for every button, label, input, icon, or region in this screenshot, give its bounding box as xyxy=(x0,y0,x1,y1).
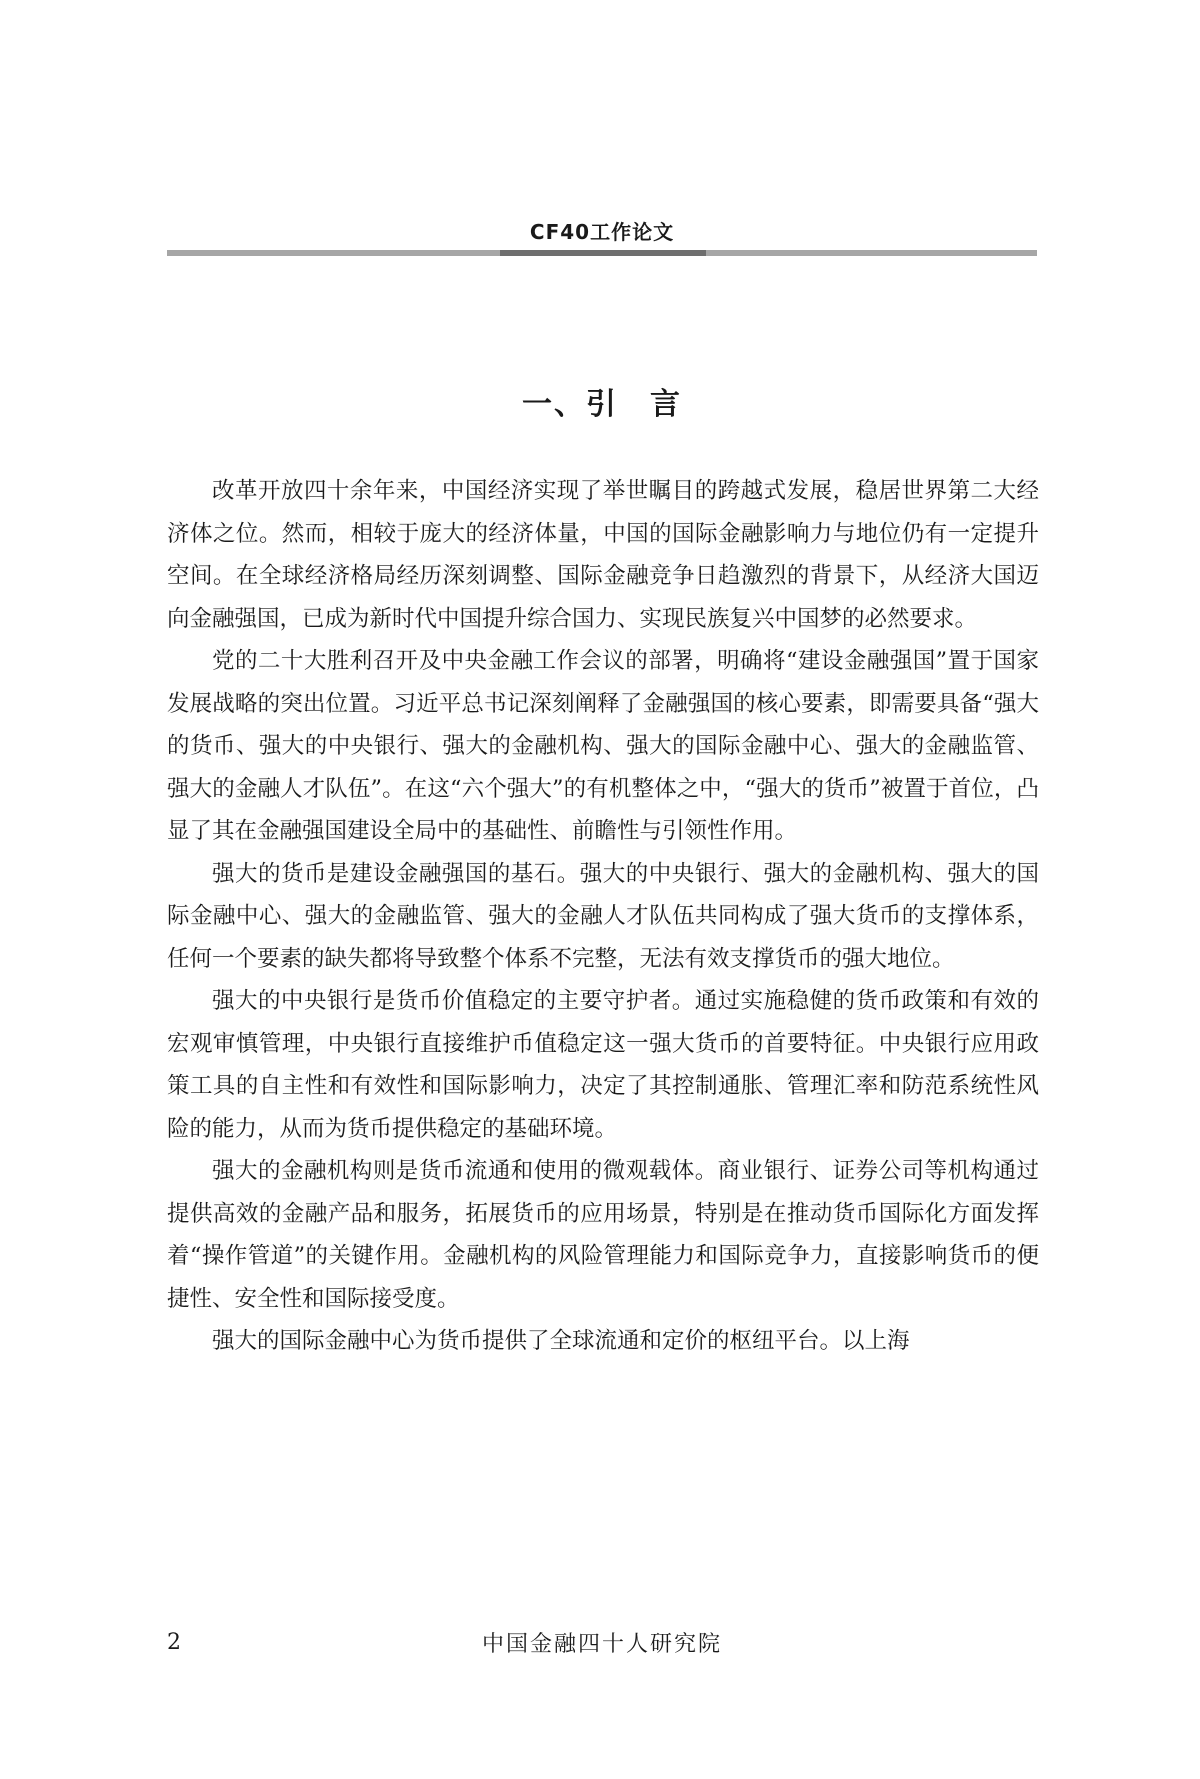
paragraph-3: 强大的货币是建设金融强国的基石。强大的中央银行、强大的金融机构、强大的国际金融中心、强大的金融监管、强大的金融人才队伍共同构成了强大货币的支撑体系，任何一个要素的缺失都将导致整个体系不完整，无法有效支撑货币的强大地位。 xyxy=(167,860,1039,972)
section-heading: 一、引 言 xyxy=(522,387,682,422)
paragraph-4: 强大的中央银行是货币价值稳定的主要守护者。通过实施稳健的货币政策和有效的宏观审慎管理，中央银行直接维护币值稳定这一强大货币的首要特征。中央银行应用政策工具的自主性和有效性和国际影响力，决定了其控制通胀、管理汇率和防范系统性风险的能力，从而为货币提供稳定的基础环境。 xyxy=(167,988,1039,1142)
body-text xyxy=(167,470,1039,1363)
paragraph-1: 改革开放四十余年来，中国经济实现了举世瞩目的跨越式发展，稳居世界第二大经济体之位。然而，相较于庞大的经济体量，中国的国际金融影响力与地位仍有一定提升空间。在全球经济格局经历深刻调整、国际金融竞争日趋激烈的背景下，从经济大国迈向金融强国，已成为新时代中国提升综合国力、实现民族复兴中国梦的必然要求。 xyxy=(167,478,1039,632)
running-header xyxy=(167,218,1037,246)
footer-organization: 中国金融四十人研究院 xyxy=(481,1632,722,1657)
paragraph-6: 强大的国际金融中心为货币提供了全球流通和定价的枢纽平台。以上海 xyxy=(212,1328,910,1354)
header-title: CF40工作论文 xyxy=(529,220,675,244)
header-rule-accent xyxy=(500,250,706,256)
paragraph-2: 党的二十大胜利召开及中央金融工作会议的部署，明确将“建设金融强国”置于国家发展战略的突出位置。习近平总书记深刻阐释了金融强国的核心要素，即需要具备“强大的货币、强大的中央银行、强大的金融机构、强大的国际金融中心、强大的金融监管、强大的金融人才队伍”。在这“六个强大”的有机整体之中，“强大的货币”被置于首位，凸显了其在金融强国建设全局中的基础性、前瞻性与引领性作用。 xyxy=(167,648,1039,844)
paragraph-5: 强大的金融机构则是货币流通和使用的微观载体。商业银行、证券公司等机构通过提供高效的金融产品和服务，拓展货币的应用场景，特别是在推动货币国际化方面发挥着“操作管道”的关键作用。金融机构的风险管理能力和国际竞争力，直接影响货币的便捷性、安全性和国际接受度。 xyxy=(167,1158,1039,1312)
page-number: 2 xyxy=(167,1630,181,1655)
